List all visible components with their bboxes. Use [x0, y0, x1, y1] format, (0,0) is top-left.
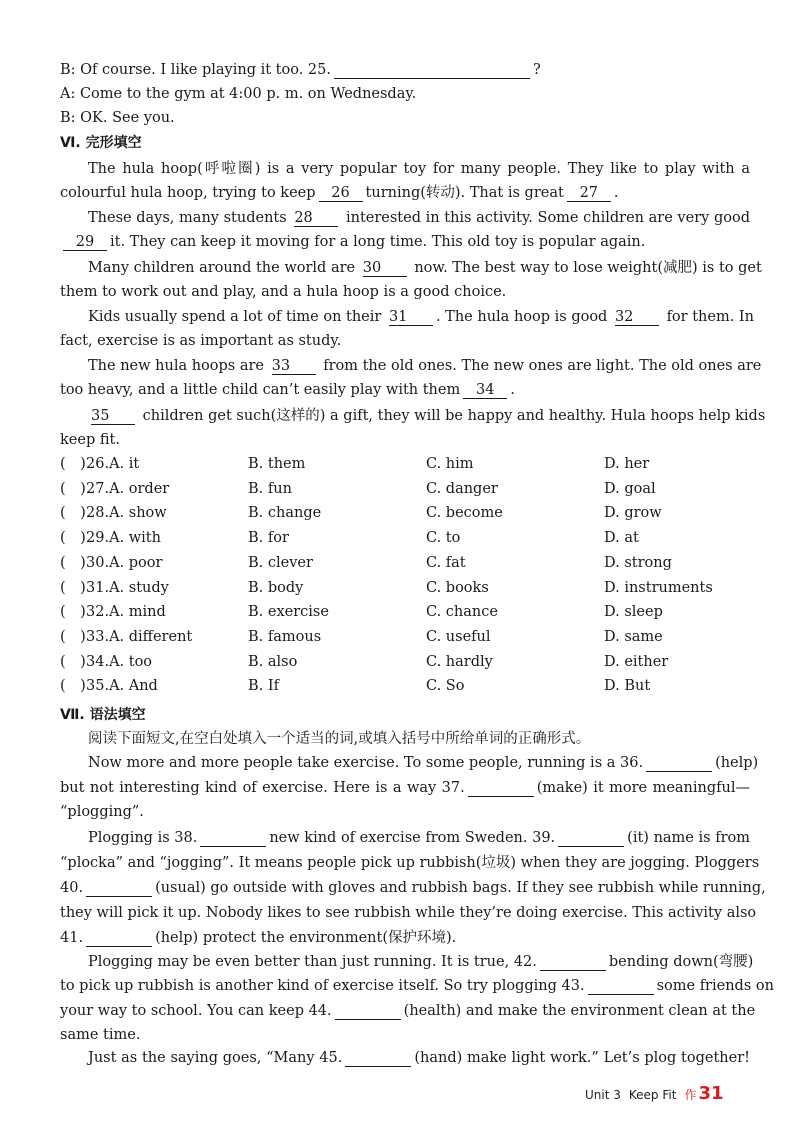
option-d[interactable]: D. at	[604, 530, 639, 546]
answer-paren[interactable]: ( )	[60, 481, 86, 497]
question-option-a	[86, 479, 169, 499]
grammar-text: 40.	[60, 880, 84, 896]
cloze-p1-l2	[60, 183, 750, 203]
question-option-a	[86, 676, 158, 696]
cloze-p5-l2	[60, 380, 750, 400]
option-c[interactable]: C. to	[426, 530, 461, 546]
option-d[interactable]: D. grow	[604, 505, 662, 521]
dialogue-question-mark: ?	[532, 62, 541, 78]
question-number: 32.	[86, 604, 110, 620]
cloze-text: These days, many students	[88, 210, 287, 226]
blank-45[interactable]	[345, 1050, 411, 1067]
blank-43[interactable]	[588, 978, 654, 995]
option-a[interactable]: A. it	[109, 456, 140, 472]
blank-32[interactable]: 32	[615, 309, 659, 326]
grammar-text: (help) protect the environment(保护环境).	[155, 930, 457, 946]
dialogue-line-a: A: Come to the gym at 4:00 p. m. on Wednesday.	[60, 86, 417, 102]
grammar-l1	[88, 753, 759, 773]
grammar-l5: “plocka” and “jogging”. It means people pick up rubbish(垃圾) when they are jogging. Ploggers	[60, 855, 760, 871]
cloze-p3-l2: them to work out and play, and a hula hoop is a good choice.	[60, 284, 507, 300]
cloze-text: too heavy, and a little child can’t easily play with them	[60, 382, 461, 398]
grammar-text: but not interesting kind of exercise. Here is a way 37.	[60, 780, 465, 796]
blank-38[interactable]	[200, 830, 266, 847]
dialogue-line-b2: B: OK. See you.	[60, 110, 175, 126]
option-c[interactable]: C. become	[426, 505, 503, 521]
question-option-a	[86, 503, 167, 523]
question-number: 29.	[86, 530, 110, 546]
grammar-l3: “plogging”.	[60, 804, 144, 820]
option-b[interactable]: B. If	[248, 678, 279, 694]
option-c[interactable]: C. chance	[426, 604, 498, 620]
grammar-text: some friends on	[656, 978, 774, 994]
option-d[interactable]: D. her	[604, 456, 650, 472]
grammar-text: (hand) make light work.” Let’s plog together!	[414, 1050, 750, 1066]
option-d[interactable]: D. either	[604, 654, 669, 670]
option-c[interactable]: C. fat	[426, 555, 466, 571]
option-d[interactable]: D. sleep	[604, 604, 663, 620]
answer-paren[interactable]: ( )	[60, 555, 86, 571]
answer-paren[interactable]: ( )	[60, 456, 86, 472]
grammar-text: to pick up rubbish is another kind of exercise itself. So try plogging 43.	[60, 978, 585, 994]
blank-31[interactable]: 31	[389, 309, 433, 326]
dialogue-text: B: Of course. I like playing it too. 25.	[60, 62, 331, 78]
grammar-text: Now more and more people take exercise. To some people, running is a 36.	[88, 755, 644, 771]
blank-40[interactable]	[86, 880, 152, 897]
option-b[interactable]: B. body	[248, 580, 304, 596]
grammar-l11	[60, 1001, 756, 1021]
footer-unit: Unit 3	[585, 1088, 621, 1102]
blank-27[interactable]: 27	[567, 185, 611, 202]
cloze-text: .	[510, 382, 515, 398]
option-b[interactable]: B. for	[248, 530, 289, 546]
cloze-p2-l2	[60, 232, 750, 252]
question-number: 34.	[86, 654, 110, 670]
answer-paren[interactable]: ( )	[60, 505, 86, 521]
option-d[interactable]: D. instruments	[604, 580, 713, 596]
grammar-l7: they will pick it up. Nobody likes to see rubbish while they’re doing exercise. This activity also	[60, 905, 757, 921]
option-d[interactable]: D. same	[604, 629, 663, 645]
footer-title: Keep Fit	[628, 1088, 677, 1102]
option-c[interactable]: C. So	[426, 678, 465, 694]
cloze-p1-l1: The hula hoop(呼啦圈) is a very popular toy for many people. They like to play with a	[88, 161, 750, 177]
question-number: 33.	[86, 629, 110, 645]
grammar-l9	[88, 952, 754, 972]
question-option-a	[86, 652, 152, 672]
blank-33[interactable]: 33	[272, 358, 316, 375]
question-option-a	[86, 528, 161, 548]
page-footer	[585, 1083, 724, 1104]
option-c[interactable]: C. him	[426, 456, 474, 472]
grammar-text: bending down(弯腰)	[608, 954, 754, 970]
answer-paren[interactable]: ( )	[60, 654, 86, 670]
option-d[interactable]: D. goal	[604, 481, 656, 497]
question-number: 27.	[86, 481, 110, 497]
blank-39[interactable]	[558, 830, 624, 847]
cloze-text: interested in this activity. Some children are very good	[345, 210, 750, 226]
question-option-a	[86, 553, 162, 573]
option-a[interactable]: A. too	[109, 654, 153, 670]
grammar-l6	[60, 878, 766, 898]
footer-zuo: 作	[684, 1088, 697, 1102]
grammar-text: (make) it more meaningful—	[536, 780, 750, 796]
question-number: 35.	[86, 678, 110, 694]
grammar-l12: same time.	[60, 1027, 141, 1043]
option-b[interactable]: B. clever	[248, 555, 313, 571]
option-c[interactable]: C. useful	[426, 629, 491, 645]
question-number: 28.	[86, 505, 110, 521]
blank-37[interactable]	[468, 780, 534, 797]
section-7-title: Ⅶ. 语法填空	[60, 707, 146, 723]
option-b[interactable]: B. famous	[248, 629, 322, 645]
question-option-a	[86, 578, 169, 598]
option-b[interactable]: B. change	[248, 505, 322, 521]
grammar-text: (help)	[715, 755, 759, 771]
option-b[interactable]: B. them	[248, 456, 306, 472]
blank-44[interactable]	[335, 1003, 401, 1020]
blank-41[interactable]	[86, 930, 152, 947]
cloze-text: from the old ones. The new ones are light. The old ones are	[323, 358, 762, 374]
cloze-p5-l1	[88, 356, 762, 376]
blank-35[interactable]: 35	[91, 408, 135, 425]
option-a[interactable]: A. show	[109, 505, 167, 521]
question-option-a	[86, 627, 192, 647]
cloze-p6-l2: keep fit.	[60, 432, 120, 448]
grammar-text: Plogging may be even better than just running. It is true, 42.	[88, 954, 537, 970]
cloze-text: Many children around the world are	[88, 260, 356, 276]
grammar-text: (usual) go outside with gloves and rubbish bags. If they see rubbish while running,	[155, 880, 766, 896]
cloze-p4-l2: fact, exercise is as important as study.	[60, 333, 342, 349]
question-number: 26.	[86, 456, 110, 472]
grammar-l10	[60, 976, 774, 996]
blank-28[interactable]: 28	[294, 210, 338, 227]
blank-34[interactable]: 34	[463, 382, 507, 399]
cloze-text: now. The best way to lose weight(减肥) is to get	[414, 260, 762, 276]
option-a[interactable]: A. different	[109, 629, 193, 645]
blank-26[interactable]: 26	[319, 185, 363, 202]
grammar-text: new kind of exercise from Sweden. 39.	[269, 830, 556, 846]
answer-paren[interactable]: ( )	[60, 629, 86, 645]
cloze-p6-l1	[88, 406, 766, 426]
option-b[interactable]: B. fun	[248, 481, 292, 497]
cloze-text: Kids usually spend a lot of time on their	[88, 309, 382, 325]
cloze-text: The new hula hoops are	[88, 358, 264, 374]
option-a[interactable]: A. And	[109, 678, 158, 694]
question-number: 31.	[86, 580, 110, 596]
blank-42[interactable]	[540, 954, 606, 971]
option-b[interactable]: B. also	[248, 654, 298, 670]
cloze-text: children get such(这样的) a gift, they will be happy and healthy. Hula hoops help kids	[142, 408, 766, 424]
grammar-l4	[88, 828, 750, 848]
answer-paren[interactable]: ( )	[60, 678, 86, 694]
cloze-p4-l1	[88, 307, 754, 327]
grammar-text: (it) name is from	[627, 830, 750, 846]
option-c[interactable]: C. danger	[426, 481, 498, 497]
cloze-text: for them. In	[666, 309, 754, 325]
cloze-text: turning(转动). That is great	[365, 185, 564, 201]
cloze-text: . The hula hoop is good	[435, 309, 608, 325]
dialogue-line-b1	[60, 60, 750, 80]
blank-25[interactable]	[334, 62, 530, 79]
answer-paren[interactable]: ( )	[60, 580, 86, 596]
option-a[interactable]: A. mind	[109, 604, 166, 620]
section-6-title: Ⅵ. 完形填空	[60, 135, 142, 151]
question-number: 30.	[86, 555, 110, 571]
cloze-text: it. They can keep it moving for a long time. This old toy is popular again.	[110, 234, 646, 250]
option-c[interactable]: C. books	[426, 580, 489, 596]
grammar-l8	[60, 928, 750, 948]
grammar-l13	[88, 1048, 750, 1068]
grammar-text: Plogging is 38.	[88, 830, 198, 846]
blank-36[interactable]	[646, 755, 712, 772]
grammar-l2	[60, 778, 750, 798]
answer-paren[interactable]: ( )	[60, 604, 86, 620]
option-b[interactable]: B. exercise	[248, 604, 329, 620]
option-c[interactable]: C. hardly	[426, 654, 493, 670]
cloze-text: colourful hula hoop, trying to keep	[60, 185, 316, 201]
option-a[interactable]: A. order	[109, 481, 170, 497]
question-option-a	[86, 454, 139, 474]
grammar-instruction: 阅读下面短文,在空白处填入一个适当的词,或填入括号中所给单词的正确形式。	[88, 731, 591, 747]
question-option-a	[86, 602, 166, 622]
blank-29[interactable]: 29	[63, 234, 107, 251]
grammar-text: Just as the saying goes, “Many 45.	[88, 1050, 343, 1066]
option-d[interactable]: D. But	[604, 678, 651, 694]
option-a[interactable]: A. poor	[109, 555, 163, 571]
cloze-p2-l1	[88, 208, 750, 228]
blank-30[interactable]: 30	[363, 260, 407, 277]
option-a[interactable]: A. with	[109, 530, 161, 546]
option-a[interactable]: A. study	[109, 580, 169, 596]
page-number: 31	[698, 1083, 724, 1104]
grammar-text: your way to school. You can keep 44.	[60, 1003, 332, 1019]
grammar-text: (health) and make the environment clean at the	[403, 1003, 756, 1019]
cloze-p3-l1	[88, 258, 762, 278]
option-d[interactable]: D. strong	[604, 555, 672, 571]
grammar-text: 41.	[60, 930, 84, 946]
cloze-text: .	[613, 185, 619, 201]
answer-paren[interactable]: ( )	[60, 530, 86, 546]
